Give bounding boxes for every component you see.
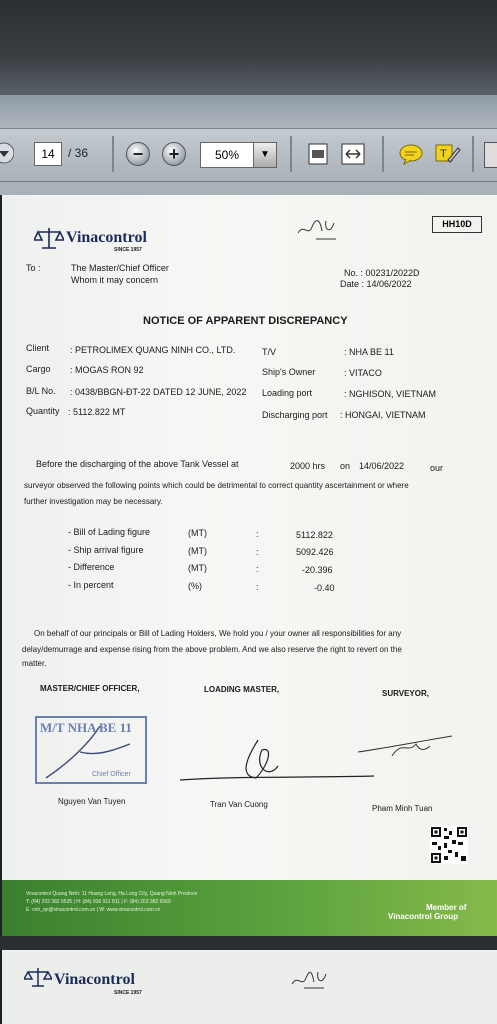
page-number-input[interactable]: 14 xyxy=(34,142,62,166)
stamp-ship-name: M/T NHA BE 11 xyxy=(40,720,132,735)
client-value: : PETROLIMEX QUANG NINH CO., LTD. xyxy=(70,345,236,355)
loading-master-heading: LOADING MASTER, xyxy=(204,685,280,694)
discharging-port-label: Discharging port xyxy=(262,410,328,420)
para2-line3: matter. xyxy=(22,659,47,668)
client-label: Client xyxy=(26,343,50,353)
figure-value: 5112.822 xyxy=(296,530,333,540)
para2-line1: On behalf of our principals or Bill of Lading Holders, We hold you / your owner all responsibilities for any xyxy=(34,629,402,638)
surveyor-name: Pham Minh Tuan xyxy=(372,804,433,813)
figure-sep: : xyxy=(256,547,259,557)
toolbar-separator xyxy=(382,136,384,172)
ship-owner-label: Ship's Owner xyxy=(262,367,316,377)
zoom-dropdown-button[interactable] xyxy=(253,142,277,168)
tv-value: : NHA BE 11 xyxy=(344,347,394,357)
para2-line2: delay/demurrage and expense rising from the above problem. And we also reserve the right to revert on the xyxy=(22,645,402,654)
toolbar-separator xyxy=(472,136,474,172)
cargo-value: : MOGAS RON 92 xyxy=(70,365,144,375)
footer-phone: T: (84) 203 382 6535 | H: (84) 936 911 811 | F: (84) 203 382 6569 xyxy=(26,899,171,905)
handwritten-initials xyxy=(290,968,334,992)
scales-logo-icon xyxy=(24,966,52,988)
text-tool-icon xyxy=(434,142,462,166)
scales-logo-icon xyxy=(34,226,64,250)
arrow-down-icon xyxy=(0,141,14,165)
loading-port-label: Loading port xyxy=(262,388,313,398)
document-title: NOTICE OF APPARENT DISCREPANCY xyxy=(143,315,348,327)
figure-unit: (MT) xyxy=(188,563,207,573)
figure-label: - Difference xyxy=(68,562,115,572)
discharging-port-value: : HONGAI, VIETNAM xyxy=(340,410,426,420)
footer-member-line1: Member of xyxy=(426,903,467,912)
handwritten-initials xyxy=(296,215,346,243)
surveyor-signature xyxy=(356,732,456,760)
para1-date: 14/06/2022 xyxy=(359,461,405,471)
toolbar-separator xyxy=(112,136,114,172)
figure-label: - Ship arrival figure xyxy=(68,545,144,555)
figure-label: - In percent xyxy=(68,580,114,590)
para1-time: 2000 hrs xyxy=(290,461,326,471)
figure-label: - Bill of Lading figure xyxy=(68,527,151,537)
chevron-down-icon: ▼ xyxy=(260,149,270,160)
loading-master-signature xyxy=(178,736,378,786)
quantity-label: Quantity xyxy=(26,406,60,416)
figure-unit: (MT) xyxy=(188,546,207,556)
quantity-value: : 5112.822 MT xyxy=(68,407,126,417)
figure-value: -20.396 xyxy=(302,565,333,575)
document-ref-code: HH10D xyxy=(432,216,482,233)
figure-value: -0.40 xyxy=(314,583,335,593)
brand-since: SINCE 1957 xyxy=(114,247,142,253)
figure-sep: : xyxy=(256,529,259,539)
footer-member-line2: Vinacontrol Group xyxy=(388,912,459,921)
next-page-brand-since: SINCE 1957 xyxy=(114,990,142,996)
para1-line3: further investigation may be necessary. xyxy=(24,497,163,506)
plus-icon: + xyxy=(168,144,180,164)
fit-page-button[interactable] xyxy=(306,142,330,166)
para1-line2: surveyor observed the following points which could be detrimental to correct quantity ascertainment or where xyxy=(24,481,409,490)
svg-text:T: T xyxy=(440,148,447,160)
para1-our: our xyxy=(430,463,444,473)
para1-on: on xyxy=(340,461,351,471)
monitor-bezel xyxy=(0,0,497,95)
cargo-label: Cargo xyxy=(26,364,51,374)
qr-code xyxy=(430,826,468,864)
to-recipient-line2: Whom it may concern xyxy=(71,275,159,285)
fit-page-icon xyxy=(306,142,330,166)
figure-unit: (%) xyxy=(188,581,202,591)
next-page-logo xyxy=(24,966,52,993)
expand-icon xyxy=(340,142,366,166)
notice-date: Date : 14/06/2022 xyxy=(340,279,412,289)
to-label: To : xyxy=(26,263,41,273)
vinacontrol-logo xyxy=(34,226,64,255)
footer-company: Vinacontrol Quang Ninh: 11 Hoang Long, Ha Long City, Quang Ninh Province xyxy=(26,891,198,897)
zoom-in-button[interactable] xyxy=(162,142,186,166)
figure-sep: : xyxy=(256,564,259,574)
comment-button[interactable] xyxy=(398,142,424,166)
footer-email: E: vnh_qn@vinacontrol.com.vn | W: www.vinacontrol.com.vn xyxy=(26,907,161,913)
para1-line1: Before the discharging of the above Tank Vessel at xyxy=(36,459,239,469)
page-total-label: / 36 xyxy=(68,146,89,160)
minus-icon: − xyxy=(132,144,144,164)
prev-page-button[interactable] xyxy=(0,141,14,165)
loading-master-name: Tran Van Cuong xyxy=(210,800,268,809)
ship-owner-value: : VITACO xyxy=(344,368,382,378)
figure-sep: : xyxy=(256,582,259,592)
bl-value: : 0438/BBGN-ĐT-22 DATED 12 JUNE, 2022 xyxy=(70,387,247,397)
notice-number: No. : 00231/2022D xyxy=(344,268,420,278)
comment-icon xyxy=(398,142,424,166)
fit-width-button[interactable] xyxy=(340,142,366,166)
zoom-level-input[interactable]: 50% xyxy=(200,142,254,168)
highlight-text-button[interactable] xyxy=(434,142,462,166)
more-tools-button[interactable] xyxy=(484,142,497,168)
zoom-out-button[interactable] xyxy=(126,142,150,166)
master-signature xyxy=(40,722,140,782)
figure-value: 5092.426 xyxy=(296,547,334,557)
surveyor-heading: SURVEYOR, xyxy=(382,689,429,698)
page-gap xyxy=(0,936,497,950)
toolbar-separator xyxy=(290,136,292,172)
bl-label: B/L No. xyxy=(26,386,56,396)
tv-label: T/V xyxy=(262,347,277,357)
to-recipient-line1: The Master/Chief Officer xyxy=(71,263,169,273)
brand-name: Vinacontrol xyxy=(66,229,147,246)
master-name: Nguyen Van Tuyen xyxy=(58,797,126,806)
figure-unit: (MT) xyxy=(188,528,207,538)
master-signature-heading: MASTER/CHIEF OFFICER, xyxy=(40,684,140,693)
loading-port-value: : NGHISON, VIETNAM xyxy=(344,389,437,399)
stamp-role: Chief Officer xyxy=(92,771,131,778)
next-page-brand: Vinacontrol xyxy=(54,971,135,988)
